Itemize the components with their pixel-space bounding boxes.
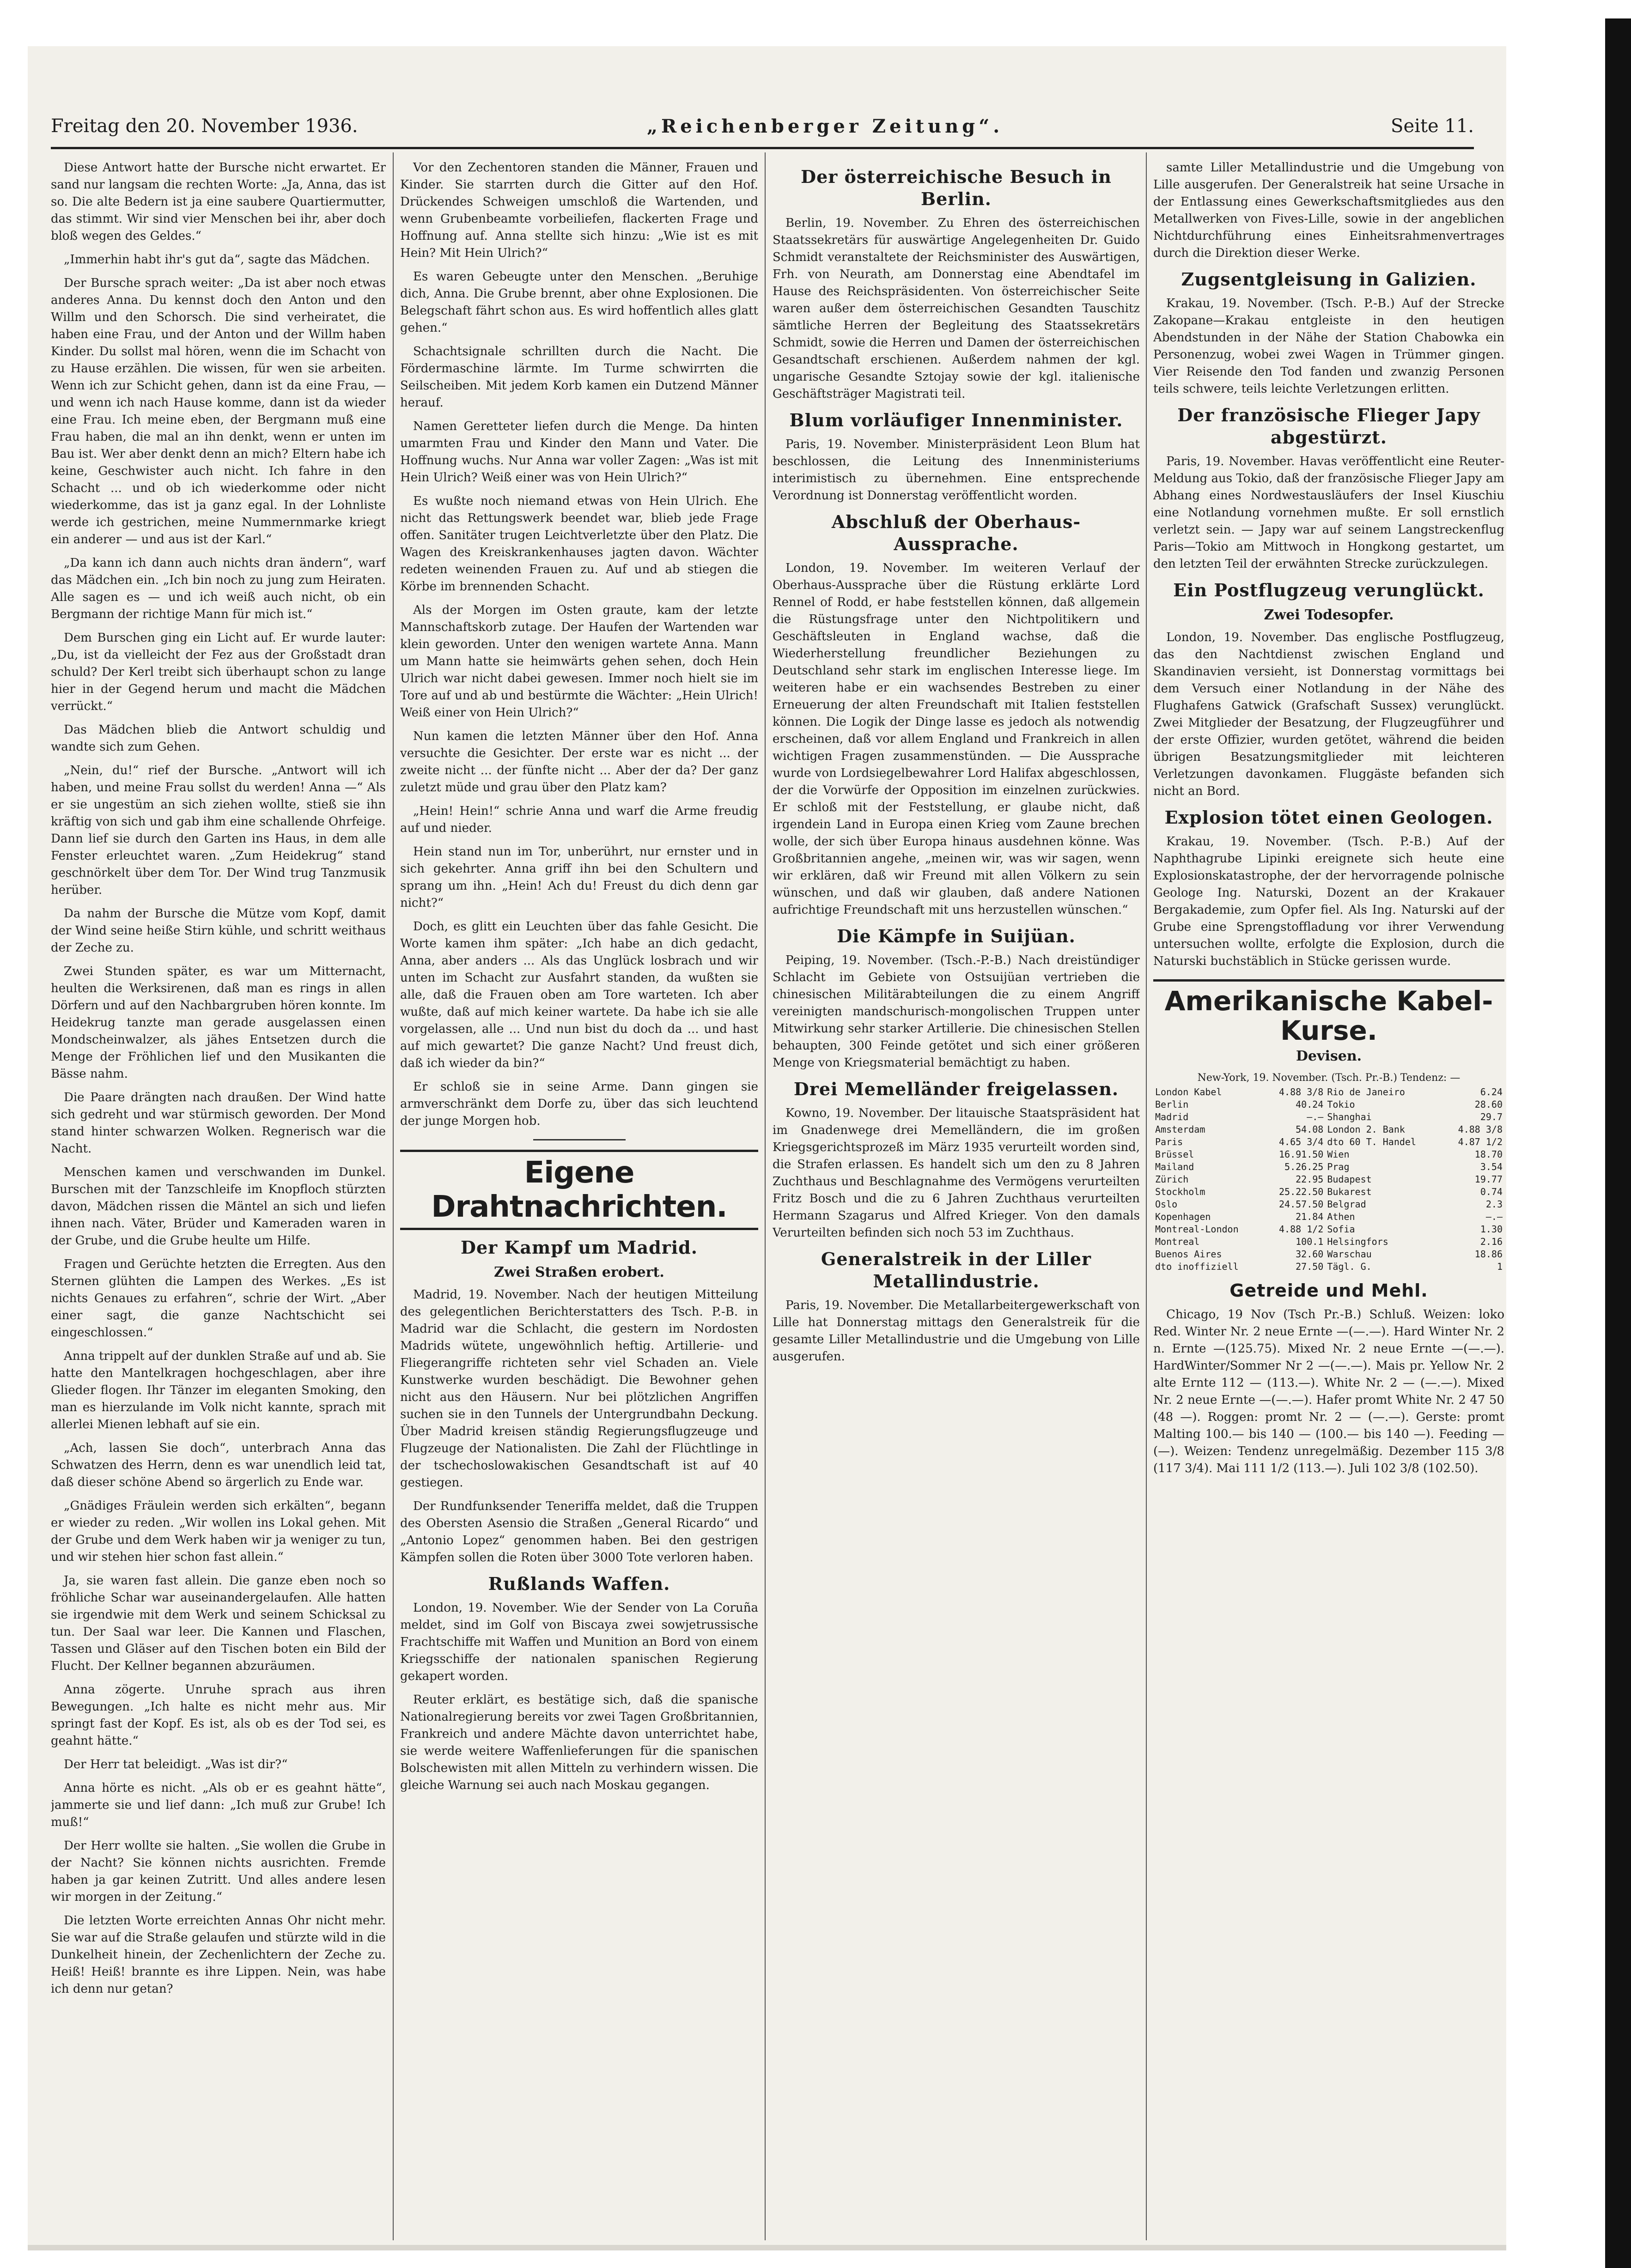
story-paragraph: Namen Geretteter liefen durch die Menge. Da hinten umarmten Frau und Kinder den Mann und Vater. Die Hoffnung wuchs. Nur Anna war voller Zagen: „Was ist mit Hein Ulrich? Weiß einer was von Hein Ulrich?“: [400, 419, 758, 485]
story-paragraph: Diese Antwort hatte der Bursche nicht erwartet. Er sand nur langsam die rechten Worte: „Ja, Anna, das ist so. Die alte Bedern ist ja eine saubere Quartiermutter, das stimmt. Wir sind vier Menschen bei ihr, aber doch bloß wegen des Geldes.“: [51, 161, 386, 243]
exchange-rate: 1: [1497, 1261, 1503, 1272]
story-paragraph: Der Herr wollte sie halten. „Sie wollen die Grube in der Nacht? Sie können nichts ausrichten. Fremde haben ja gar keinen Zutritt. Und alles andere lesen wir morgen in der Zeitung.“: [51, 1839, 386, 1904]
exchange-rate-row: [1153, 1148, 1504, 1161]
exchange-rate: 19.77: [1474, 1174, 1503, 1185]
exchange-rate-row: [1153, 1236, 1504, 1248]
exchange-rate: —.—: [1485, 1211, 1503, 1222]
exchange-place: Tägl. G.: [1327, 1261, 1372, 1272]
article-subheadline: Zwei Todesopfer.: [1264, 607, 1394, 623]
exchange-place: Paris: [1155, 1136, 1183, 1147]
market-headline: Getreide und Mehl.: [1229, 1280, 1428, 1301]
exchange-rate: 4.88 1/2: [1279, 1224, 1324, 1235]
story-paragraph: Als der Morgen im Osten graute, kam der letzte Mannschaftskorb zutage. Der Haufen der Wartenden war klein geworden. Unter den wenigen wartete Anna. Mann um Mann hatte sie heimwärts gehen sehen, doch Hein Ulrich war nicht dabei gewesen. Immer noch hielt sie im Tore auf und ab und bestürmte die Wächter: „Hein Ulrich! Weiß einer von Hein Ulrich?“: [400, 603, 758, 720]
exchange-place: Mailand: [1155, 1161, 1194, 1172]
article-paragraph: Paris, 19. November. Havas veröffentlicht eine Reuter-Meldung aus Tokio, daß der französische Flieger Japy am Abhang eines Nordwestausläufers der Insel Kiuschiu eine Notlandung vornehmen mußte. Er soll ernstlich verletzt sein. — Japy war auf seinem Langstreckenflug Paris—Tokio am Mittwoch in Hongkong gestartet, um den letzten Teil der erwähnten Strecke zurückzulegen.: [1153, 455, 1504, 571]
exchange-rate-row: [1153, 1211, 1504, 1223]
section-banner: Eigene Drahtnachrichten.: [400, 1150, 758, 1230]
article-subheadline: Zwei Straßen erobert.: [494, 1264, 664, 1280]
story-paragraph: Das Mädchen blieb die Antwort schuldig und wandte sich zum Gehen.: [51, 723, 386, 754]
story-paragraph: Anna trippelt auf der dunklen Straße auf und ab. Sie hatte den Mantelkragen hochgeschlagen, aber ihre Glieder flogen. Ihr Tänzer im eleganten Smoking, den man es hierzulande im Volk nicht kannte, sprach mit allerlei Mienen lebhaft auf sie ein.: [51, 1349, 386, 1431]
article-headline: Der Kampf um Madrid.: [461, 1237, 698, 1258]
story-paragraph: Es waren Gebeugte unter den Menschen. „Beruhige dich, Anna. Die Grube brennt, aber ohne Explosionen. Die Belegschaft fährt schon aus. Es wird hoffentlich alles glatt gehen.“: [400, 270, 758, 335]
article-paragraph: Paris, 19. November. Ministerpräsident Leon Blum hat beschlossen, die Leitung des Innenministeriums interimistisch zu übernehmen. Eine entsprechende Verordnung ist Donnerstag veröffentlicht worden.: [773, 437, 1140, 503]
article-paragraph: London, 19. November. Wie der Sender von La Coruña meldet, sind im Golf von Biscaya zwei sowjetrussische Frachtschiffe mit Waffen und Munition an Bord von einem Kriegsschiffe der nationalen spanischen Regierung gekapert worden.: [400, 1601, 758, 1683]
article-headline: Zugsentgleisung in Galizien.: [1181, 269, 1477, 290]
column-2-story: [400, 159, 758, 1130]
column-divider: [1146, 152, 1147, 2240]
exchange-rate-row: [1153, 1198, 1504, 1211]
story-paragraph: Die Paare drängten nach draußen. Der Wind hatte sich gedreht und war stürmisch geworden. Der Mond stand hinter schwarzen Wolken. Regnerisch war die Nacht.: [51, 1091, 386, 1156]
exchange-place: Brüssel: [1155, 1149, 1194, 1160]
column-divider: [765, 152, 766, 2240]
exchange-place: Madrid: [1155, 1111, 1189, 1122]
exchange-place: Stockholm: [1155, 1186, 1205, 1197]
article-paragraph: Peiping, 19. November. (Tsch.-P.-B.) Nach dreistündiger Schlacht im Gebiete von Ostsuijüan vertrieben die chinesischen Militärabteilungen die zu einem Angriff vereinigten mandschurisch-mongolischen Truppen unter Mitwirkung sehr starker Artillerie. Die chinesischen Stellen behaupten, 300 Feinde getötet und sich einer größeren Menge von Kriegsmaterial bemächtigt zu haben.: [773, 953, 1140, 1070]
exchange-place: Montreal-London: [1155, 1224, 1239, 1235]
exchange-rate-row: [1153, 1223, 1504, 1236]
story-paragraph: „Immerhin habt ihr's gut da“, sagte das Mädchen.: [64, 253, 370, 267]
exchange-place: dto inoffiziell: [1155, 1261, 1239, 1272]
article-headline: Abschluß der Oberhaus-Aussprache.: [831, 511, 1081, 554]
exchange-rate: 4.87 1/2: [1458, 1136, 1503, 1147]
exchange-rate: 0.74: [1480, 1186, 1503, 1197]
exchange-place: Sofia: [1327, 1224, 1355, 1235]
exchange-place: Helsingfors: [1327, 1236, 1388, 1247]
exchange-place: Amsterdam: [1155, 1124, 1205, 1135]
exchange-rate: 24.57.50: [1279, 1199, 1324, 1210]
article-headline: Der österreichische Besuch in Berlin.: [801, 166, 1112, 209]
exchange-place: Budapest: [1327, 1174, 1372, 1185]
exchange-rate: 22.95: [1296, 1174, 1324, 1185]
exchange-rate: 29.7: [1480, 1111, 1503, 1122]
exchange-rate: 1.30: [1480, 1224, 1503, 1235]
story-paragraph: „Gnädiges Fräulein werden sich erkälten“, begann er wieder zu reden. „Wir wollen ins Lokal gehen. Mit der Grube und dem Werk haben wir ja weniger zu tun, und wir stehen hier schon fast allein.“: [51, 1499, 386, 1564]
header-rule: [51, 147, 1474, 149]
exchange-rate-table: [1153, 1086, 1504, 1273]
article-paragraph: Reuter erklärt, es bestätige sich, daß die spanische Nationalregierung bereits vor zwei Tagen Großbritannien, Frankreich und andere Mächte davon unterrichtet habe, sie werde weitere Waffenlieferungen für die spanischen Bolschewisten mit allen Mitteln zu verhindern wissen. Die gleiche Warnung sei auch nach Moskau gegangen.: [400, 1693, 758, 1792]
story-paragraph: Anna zögerte. Unruhe sprach aus ihren Bewegungen. „Ich halte es nicht mehr aus. Mir springt fast der Kopf. Es ist, als ob es der Tod sei, es geahnt hätte.“: [51, 1683, 386, 1748]
story-paragraph: „Hein! Hein!“ schrie Anna und warf die Arme freudig auf und nieder.: [400, 804, 758, 835]
exchange-place: Bukarest: [1327, 1186, 1372, 1197]
market-subtitle: Devisen.: [1296, 1048, 1362, 1064]
article-paragraph: London, 19. November. Im weiteren Verlauf der Oberhaus-Aussprache über die Rüstung erklärte Lord Rennel of Rodd, er habe feststellen können, daß allgemein die Rüstungsfrage unter den Nichtpolitikern und Geschäftsleuten in England wachse, daß die Wiederherstellung freundlicher Beziehungen zu Deutschland sehr stark im englischen Interesse liege. Im weiteren habe er ein wachsendes Bestreben zu einer Erneuerung der alten Freundschaft mit Italien feststellen können. Die Logik der Dinge lasse es jedoch als notwendig erscheinen, daß vor allem England und Frankreich in allen wichtigen Fragen zusammenstünden. — Die Aussprache wurde von Lordsiegelbewahrer Lord Halifax abgeschlossen, der die Vorwürfe der Opposition im einzelnen zurückwies. Er schloß mit der Feststellung, er glaube nicht, daß irgendein Land in Europa einen Krieg vom Zaune brechen wolle, der sich über Europa hinaus ausdehnen könne. Was Großbritannien angehe, „meinen wir, was wir sagen, wenn wir erklären, daß wir Freund mit allen Völkern zu sein wünschen, und daß wir glauben, daß andere Nationen aufrichtige Freundschaft mit uns herzustellen wünschen.“: [773, 561, 1140, 917]
exchange-rate: 32.60: [1296, 1249, 1324, 1260]
article-paragraph: Kowno, 19. November. Der litauische Staatspräsident hat im Gnadenwege drei Memelländern, die im großen Kriegsgerichtsprozeß im März 1935 verurteilt worden sind, die Strafen erlassen. Es handelt sich um den zu 8 Jahren Zuchthaus und Beschlagnahme des Vermögens verurteilten Fritz Bosch und die zu 6 Jahren Zuchthaus verurteilten Hermann Szagarus und Alfred Krieger. Von den damals Verurteilten befinden sich noch 53 im Zuchthaus.: [773, 1106, 1140, 1240]
article-paragraph: Krakau, 19. November. (Tsch. P.-B.) Auf der Strecke Zakopane—Krakau entgleiste in den heutigen Abendstunden in der Nähe der Station Chabowka ein Personenzug, wobei zwei Wagen in Trümmer gingen. Vier Reisende den Tod fanden und zwanzig Personen teils schwere, teils leichte Verletzungen erlitten.: [1153, 297, 1504, 396]
exchange-rate: 16.91.50: [1279, 1149, 1324, 1160]
exchange-place: Shanghai: [1327, 1111, 1372, 1122]
exchange-place: Berlin: [1155, 1099, 1189, 1110]
exchange-place: Prag: [1327, 1161, 1350, 1172]
article-headline: Der französische Flieger Japy abgestürzt.: [1177, 405, 1480, 448]
exchange-rate: 6.24: [1480, 1086, 1503, 1098]
article-paragraph: Berlin, 19. November. Zu Ehren des österreichischen Staatssekretärs für auswärtige Angelegenheiten Dr. Guido Schmidt veranstaltete der Reichsminister des Auswärtigen, Frh. von Neurath, am Donnerstag eine Abendtafel im Hause des Reichspräsidenten. Von österreichischer Seite waren außer dem österreichischen Gesandten Tauschitz sämtliche Herren der Begleitung des Staatssekretärs Schmidt, sowie die Herren und Damen der österreichischen Gesandtschaft erschienen. Außerdem nahmen der kgl. ungarische Gesandte Sztojay sowie der kgl. italienische Geschäftsträger Magistrati teil.: [773, 216, 1140, 401]
exchange-place: Wien: [1327, 1149, 1350, 1160]
exchange-rate: 54.08: [1296, 1124, 1324, 1135]
article-headline: Blum vorläufiger Innenminister.: [789, 410, 1123, 431]
exchange-rate: 5.26.25: [1284, 1161, 1324, 1172]
exchange-rate: 25.22.50: [1279, 1186, 1324, 1197]
story-paragraph: Fragen und Gerüchte hetzten die Erregten. Aus den Sternen glühten die Lampen des Werkes. „Es ist nichts Genaues zu erfahren“, schrie der Wirt. „Aber einer sagt, die ganze Nachtschicht sei eingeschlossen.“: [51, 1257, 386, 1340]
exchange-rate: 100.1: [1296, 1236, 1324, 1247]
exchange-place: London Kabel: [1155, 1086, 1222, 1098]
story-paragraph: Menschen kamen und verschwanden im Dunkel. Burschen mit der Tanzschleife im Knopfloch stürzten davon, Mädchen rissen die Mäntel an sich und liefen ihnen nach. Väter, Brüder und Kameraden waren in der Grube, und die Grube heulte um Hilfe.: [51, 1165, 386, 1248]
exchange-place: Rio de Janeiro: [1327, 1086, 1405, 1098]
article-paragraph: Madrid, 19. November. Nach der heutigen Mitteilung des gelegentlichen Berichterstatters des Tsch. P.-B. in Madrid war die Schlacht, die gestern im Nordosten Madrids wütete, ungewöhnlich heftig. Artillerie- und Fliegerangriffe richteten sehr viel Schaden an. Viele Kunstwerke wurden beschädigt. Die Bewohner gehen nicht aus den Häusern. Nur bei plötzlichen Angriffen suchen sie in den Tunnels der Untergrundbahn Deckung. Über Madrid kreisen ständig Regierungsflugzeuge und Flugzeuge der Nationalisten. Die Zahl der Flüchtlinge in der tschechoslowakischen Gesandtschaft ist auf 40 gestiegen.: [400, 1288, 758, 1490]
exchange-rate-row: [1153, 1098, 1504, 1111]
article-headline: Drei Memelländer freigelassen.: [793, 1079, 1119, 1099]
article-paragraph: Paris, 19. November. Die Metallarbeitergewerkschaft von Lille hat Donnerstag mittags den Generalstreik für die gesamte Liller Metallindustrie und die Umgebung von Lille ausgerufen.: [773, 1298, 1140, 1364]
exchange-place: Montreal: [1155, 1236, 1200, 1247]
exchange-rate: 21.84: [1296, 1211, 1324, 1222]
story-paragraph: Zwei Stunden später, es war um Mitternacht, heulten die Werksirenen, daß man es rings in allen Dörfern und auf den Nachbargruben hören konnte. Im Heidekrug tanzte man gerade ausgelassen einen Mondscheinwalzer, als jähes Entsetzen durch die Menge der Fröhlichen lief und den Musikanten die Bässe nahm.: [51, 964, 386, 1081]
article-headline: Ein Postflugzeug verunglückt.: [1173, 580, 1485, 600]
article-paragraph: London, 19. November. Das englische Postflugzeug, das den Nachtdienst zwischen England und Skandinavien versieht, ist Donnerstag vormittags bei dem Versuch einer Notlandung in der Nähe des Flughafens Gatwick (Grafschaft Sussex) verunglückt. Zwei Mitglieder der Besatzung, der Flugzeugführer und der erste Offizier, wurden getötet, während die beiden übrigen Besatzungsmitglieder mit leichteren Verletzungen davonkamen. Fluggäste befanden sich nicht an Bord.: [1153, 631, 1504, 798]
exchange-rate: 4.88 3/8: [1458, 1124, 1503, 1135]
exchange-rate-row: [1153, 1261, 1504, 1273]
exchange-rate-row: [1153, 1248, 1504, 1261]
article-paragraph: Der Rundfunksender Teneriffa meldet, daß die Truppen des Obersten Asensio die Straßen „General Ricardo“ und „Antonio Lopez“ genommen haben. Bei den gestrigen Kämpfen sollen die Roten über 3000 Tote verloren haben.: [400, 1499, 758, 1565]
exchange-rate-row: [1153, 1111, 1504, 1123]
story-paragraph: Die letzten Worte erreichten Annas Ohr nicht mehr. Sie war auf die Straße gelaufen und stürzte wild in die Dunkelheit hinein, der Zechenlichtern der Zeche zu. Heiß! Heiß! brannte es ihre Lippen. Nein, was habe ich denn nur getan?: [51, 1914, 386, 1996]
page-header: [51, 115, 1474, 143]
article-headline: Rußlands Waffen.: [488, 1573, 670, 1594]
column-1-story: [51, 159, 386, 2238]
story-paragraph: „Ach, lassen Sie doch“, unterbrach Anna das Schwatzen des Herrn, denn es war unendlich leid tat, daß dieser schöne Abend so ärgerlich zu Ende war.: [51, 1441, 386, 1489]
article-paragraph: Krakau, 19. November. (Tsch. P.-B.) Auf der Naphthagrube Lipinki ereignete sich heute eine Explosionskatastrophe, der der hervorragende polnische Geologe Ing. Naturski, Dozent an der Krakauer Bergakademie, zum Opfer fiel. Als Ing. Naturski auf der Grube eine Sprengstoffladung vor ihrer Verwendung untersuchen wollte, erfolgte die Explosion, durch die Naturski buchstäblich in Stücke gerissen wurde.: [1153, 835, 1504, 968]
header-date: Freitag den 20. November 1936.: [51, 115, 358, 137]
exchange-place: Belgrad: [1327, 1199, 1366, 1210]
market-header: New-York, 19. November. (Tsch. Pr.-B.) Tendenz: —: [1197, 1072, 1461, 1084]
header-page-number: Seite 11.: [1391, 115, 1474, 137]
column-4: [1153, 159, 1504, 2238]
exchange-rate: 4.65 3/4: [1279, 1136, 1324, 1147]
story-end-rule: [533, 1139, 626, 1140]
story-paragraph: Der Bursche sprach weiter: „Da ist aber noch etwas anderes Anna. Du kennst doch den Anton und den Willm und den Schorsch. Die sind verheiratet, die haben eine Frau, und der Anton und der Willm haben Kinder. Du sollst mal hören, wenn die im Schacht von zu Hause erzählen. Die wissen, für wen sie arbeiten. Wenn ich zur Schicht gehen, dann ist da eine Frau, — und wenn ich nach Hause komme, dann ist da wieder eine Frau. Ich meine eben, der Bergmann muß eine Frau haben, die mal an ihn denkt, wenn er unten im Bau ist. Wer aber denkt denn an mich? Eltern habe ich keine, Geschwister auch nicht. Ich fahre in den Schacht ... und ob ich wiederkomme oder nicht wiederkomme, das ist ja ganz egal. In der Lohnliste werde ich gestrichen, meine Nummernmarke kriegt ein anderer — und aus ist der Karl.“: [51, 276, 386, 546]
exchange-rate: 18.86: [1474, 1249, 1503, 1260]
exchange-rate: 18.70: [1474, 1149, 1503, 1160]
story-paragraph: Vor den Zechentoren standen die Männer, Frauen und Kinder. Sie starrten durch die Gitter auf den Hof. Drückendes Schweigen umschloß die Wartenden, und wenn Grubenbeamte vorbeiliefen, flackerten Frage und Hoffnung auf. Anna stellte sich hinzu: „Wie ist es mit Hein? Mit Hein Ulrich?“: [400, 161, 758, 260]
exchange-place: Zürich: [1155, 1174, 1189, 1185]
article-headline: Explosion tötet einen Geologen.: [1164, 807, 1493, 828]
story-paragraph: Es wußte noch niemand etwas von Hein Ulrich. Ehe nicht das Rettungswerk beendet war, blieb jede Frage offen. Sanitäter trugen Leichtverletzte über den Platz. Die Wagen des Kreiskrankenhauses jagten davon. Wächter redeten weinenden Frauen zu. Auf und ab stiegen die Körbe im brennenden Schacht.: [400, 494, 758, 594]
exchange-place: Tokio: [1327, 1099, 1355, 1110]
exchange-rate-row: [1153, 1136, 1504, 1148]
story-paragraph: Ja, sie waren fast allein. Die ganze eben noch so fröhliche Schar war auseinandergelaufen. Alle hatten sie irgendwie mit dem Werk und seinem Schicksal zu tun. Der Saal war leer. Die Kannen und Flaschen, Tassen und Gläser auf den Tischen boten ein Bild der Flucht. Der Kellner begannen abzuräumen.: [51, 1574, 386, 1673]
exchange-rate: 40.24: [1296, 1099, 1324, 1110]
exchange-place: Warschau: [1327, 1249, 1372, 1260]
column-2: [400, 159, 758, 2238]
exchange-rate: 4.88 3/8: [1279, 1086, 1324, 1098]
exchange-place: Athen: [1327, 1211, 1355, 1222]
story-paragraph: Schachtsignale schrillten durch die Nacht. Die Fördermaschine lärmte. Im Turme schwirrten die Seilscheiben. Mit jedem Korb kamen ein Dutzend Männer herauf.: [400, 345, 758, 410]
exchange-rate: 2.3: [1485, 1199, 1503, 1210]
exchange-rate-row: [1153, 1086, 1504, 1098]
exchange-place: dto 60 T. Handel: [1327, 1136, 1416, 1147]
story-paragraph: Hein stand nun im Tor, unberührt, nur ernster und in sich gekehrter. Anna griff ihn bei den Schultern und sprang um ihn. „Hein! Ach du! Freust du dich denn gar nicht?“: [400, 845, 758, 910]
exchange-rate-row: [1153, 1186, 1504, 1198]
market-section-title: Amerikanische Kabel-Kurse.: [1153, 979, 1504, 1045]
story-paragraph: „Nein, du!“ rief der Bursche. „Antwort will ich haben, und meine Frau sollst du werden! Anna —“ Als er sie ungestüm an sich ziehen wollte, stieß sie ihn kräftig von sich und gab ihm eine schallende Ohrfeige. Dann lief sie durch den Garten ins Haus, in dem alle Fenster erleuchtet waren. „Zum Heidekrug“ stand geschnörkelt über dem Tor. Der Wind trug Tanzmusik herüber.: [51, 764, 386, 897]
story-paragraph: Doch, es glitt ein Leuchten über das fahle Gesicht. Die Worte kamen ihm später: „Ich habe an dich gedacht, Anna, aber anders ... Als das Unglück losbrach und wir unten im Schacht zur Ausfahrt standen, da wußten sie alle, daß die Frauen oben am Tore warteten. Ich aber wußte, daß auf mich keiner wartete. Da habe ich sie alle vorgelassen, alle ... Und nun bist du doch da ... und hast auf mich gewartet? Die ganze Nacht? Und freust dich, daß ich wieder da bin?“: [400, 920, 758, 1070]
exchange-rate: —.—: [1307, 1111, 1324, 1122]
exchange-rate: 2.16: [1480, 1236, 1503, 1247]
exchange-place: Buenos Aires: [1155, 1249, 1222, 1260]
exchange-rate-row: [1153, 1123, 1504, 1136]
scan-bottom-edge: [28, 2245, 1506, 2250]
story-paragraph: Er schloß sie in seine Arme. Dann gingen sie armverschränkt dem Dorfe zu, über das sich leuchtend der junge Morgen hob.: [400, 1080, 758, 1128]
story-paragraph: „Da kann ich dann auch nichts dran ändern“, warf das Mädchen ein. „Ich bin noch zu jung zum Heiraten. Alle sagen es — und ich weiß auch nicht, ob ein Bergmann der richtige Mann für mich ist.“: [51, 556, 386, 621]
scan-edge: [1605, 0, 1631, 2268]
exchange-rate: 3.54: [1480, 1161, 1503, 1172]
exchange-rate-row: [1153, 1161, 1504, 1173]
story-paragraph: Der Herr tat beleidigt. „Was ist dir?“: [64, 1758, 288, 1771]
story-paragraph: Da nahm der Bursche die Mütze vom Kopf, damit der Wind seine heiße Stirn kühle, und schritt weithaus der Zeche zu.: [51, 907, 386, 955]
exchange-rate-row: [1153, 1173, 1504, 1186]
column-divider: [393, 152, 394, 2240]
scan-edge-corner: [1605, 0, 1631, 18]
exchange-rate: 27.50: [1296, 1261, 1324, 1272]
exchange-place: Oslo: [1155, 1199, 1178, 1210]
story-paragraph: Dem Burschen ging ein Licht auf. Er wurde lauter: „Du, ist da vielleicht der Fez aus der Großstadt dran schuld? Der Kerl treibt sich überhaupt schon zu lange hier in der Gegend herum und macht die Mädchen verrückt.“: [51, 631, 386, 713]
exchange-place: London 2. Bank: [1327, 1124, 1405, 1135]
exchange-place: Kopenhagen: [1155, 1211, 1211, 1222]
grain-market-text: Chicago, 19 Nov (Tsch Pr.-B.) Schluß. Weizen: loko Red. Winter Nr. 2 neue Ernte —(—.—). Hard Winter Nr. 2 n. Ernte —(125.75). Mixed Nr. 2 neue Ernte —(—.—). HardWinter/Sommer Nr 2 —(—.—). Mais pr. Yellow Nr. 2 alte Ernte 112 — (113.—). White Nr. 2 — (—.—). Mixed Nr. 2 neue Ernte —(—.—). Hafer promt White Nr. 2 47 50 (48 —). Roggen: promt Nr. 2 — (—.—). Gerste: promt Malting 100.— bis 140 — (100.— bis 140 —). Feeding — (—). Weizen: Tendenz unregelmäßig. Dezember 115 3/8 (117 3/4). Mai 111 1/2 (113.—). Juli 102 3/8 (102.50).: [1153, 1308, 1504, 1475]
article-headline: Generalstreik in der Liller Metallindustrie.: [821, 1249, 1092, 1292]
story-paragraph: Anna hörte es nicht. „Als ob er es geahnt hätte“, jammerte sie und lief dann: „Ich muß zur Grube! Ich muß!“: [51, 1781, 386, 1829]
article-headline: Die Kämpfe in Suijüan.: [837, 926, 1076, 946]
column-3: [773, 159, 1140, 2238]
article-paragraph: samte Liller Metallindustrie und die Umgebung von Lille ausgerufen. Der Generalstreik hat seine Ursache in der Entlassung eines Gewerkschaftsmitgliedes aus den Metallwerken von Fives-Lille, sowie in der angeblichen Nichtdurchführung eines Einheitsrahmenvertrages durch die Direktion dieser Werke.: [1153, 161, 1504, 260]
story-paragraph: Nun kamen die letzten Männer über den Hof. Anna versuchte die Gesichter. Der erste war es nicht ... der zweite nicht ... der fünfte nicht ... Aber der da? Der ganz zuletzt müde und grau über den Platz kam?: [400, 729, 758, 794]
exchange-rate: 28.60: [1474, 1099, 1503, 1110]
header-newspaper-title: „Reichenberger Zeitung“.: [647, 115, 1004, 137]
